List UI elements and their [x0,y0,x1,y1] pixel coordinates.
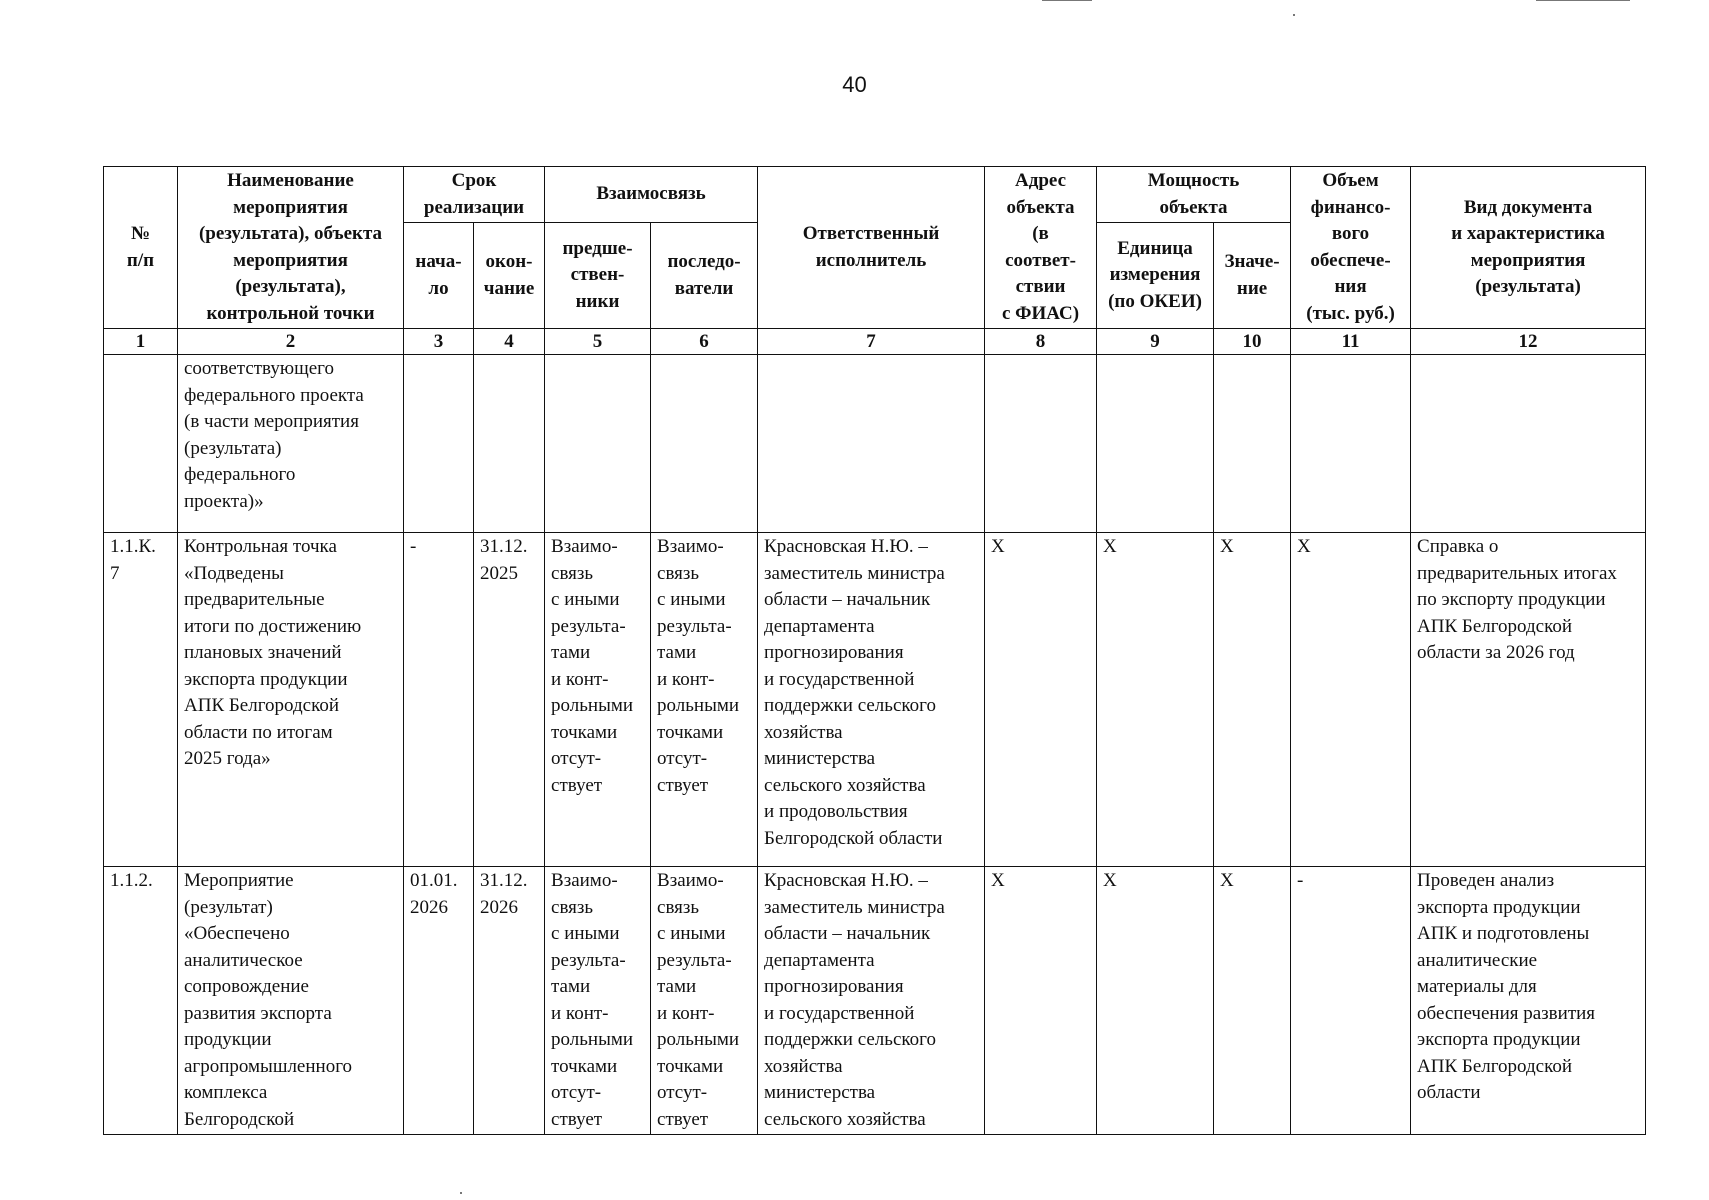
header-term-end: окон- чание [474,223,545,329]
row-doc: Справка о предварительных итогах по экспорту продукции АПК Белгородской области за 2026 год [1411,533,1646,867]
header-capacity-value: Значе- ние [1214,223,1291,329]
scan-mark [1293,14,1295,16]
row-end: 31.12. 2025 [474,533,545,867]
activities-table [103,166,1646,1135]
row-finance [1291,355,1411,533]
row-unit [1097,355,1214,533]
column-number: 8 [985,329,1097,355]
row-prev: Взаимо- связь с иными результа- тами и конт- рольными точками отсут- ствует [545,867,651,1135]
header-responsible: Ответственный исполнитель [758,167,985,329]
row-doc: Проведен анализ экспорта продукции АПК и подготовлены аналитические материалы для обеспечения развития экспорта продукции АПК Белгородской области [1411,867,1646,1135]
column-number: 11 [1291,329,1411,355]
row-unit: X [1097,533,1214,867]
row-doc [1411,355,1646,533]
row-value: X [1214,867,1291,1135]
column-number: 10 [1214,329,1291,355]
row-value: X [1214,533,1291,867]
row-name: Мероприятие (результат) «Обеспечено аналитическое сопровождение развития экспорта продукции агропромышленного комплекса Белгородской [178,867,404,1135]
row-name: Контрольная точка «Подведены предварительные итоги по достижению плановых значений экспорта продукции АПК Белгородской области по итогам 2025 года» [178,533,404,867]
header-term: Срок реализации [404,167,545,223]
header-address: Адрес объекта (в соответ- ствии с ФИАС) [985,167,1097,329]
column-number: 2 [178,329,404,355]
row-num: 1.1.К. 7 [104,533,178,867]
row-address [985,355,1097,533]
column-number: 6 [651,329,758,355]
row-responsible: Красновская Н.Ю. – заместитель министра области – начальник департамента прогнозирования и государственной поддержки сельского хозяйства министерства сельского хозяйства и продовольствия Белгородской области [758,533,985,867]
header-link-next: последо- ватели [651,223,758,329]
row-num [104,355,178,533]
table-row [104,867,1646,1135]
column-number: 3 [404,329,474,355]
row-value [1214,355,1291,533]
scan-mark [460,1192,462,1194]
page-number: 40 [842,72,867,97]
row-next [651,355,758,533]
header-doc-type: Вид документа и характеристика мероприятия (результата) [1411,167,1646,329]
row-address: X [985,867,1097,1135]
header-capacity-unit: Единица измерения (по ОКЕИ) [1097,223,1214,329]
row-end [474,355,545,533]
row-start: 01.01. 2026 [404,867,474,1135]
header-link: Взаимосвязь [545,167,758,223]
column-number: 1 [104,329,178,355]
row-next: Взаимо- связь с иными результа- тами и конт- рольными точками отсут- ствует [651,533,758,867]
scan-mark [1536,0,1630,1]
column-number: 12 [1411,329,1646,355]
header-finance: Объем финансо- вого обеспече- ния (тыс. руб.) [1291,167,1411,329]
header-capacity: Мощность объекта [1097,167,1291,223]
row-finance: X [1291,533,1411,867]
header-num: № п/п [104,167,178,329]
column-number: 4 [474,329,545,355]
row-prev [545,355,651,533]
header-name: Наименование мероприятия (результата), объекта мероприятия (результата), контрольной точки [178,167,404,329]
header-link-prev: предше- ствен- ники [545,223,651,329]
scan-mark [1042,0,1092,1]
header-term-start: нача- ло [404,223,474,329]
row-address: X [985,533,1097,867]
row-start: - [404,533,474,867]
row-end: 31.12. 2026 [474,867,545,1135]
row-start [404,355,474,533]
row-next: Взаимо- связь с иными результа- тами и конт- рольными точками отсут- ствует [651,867,758,1135]
row-responsible [758,355,985,533]
row-num: 1.1.2. [104,867,178,1135]
row-prev: Взаимо- связь с иными результа- тами и конт- рольными точками отсут- ствует [545,533,651,867]
row-finance: - [1291,867,1411,1135]
column-number: 7 [758,329,985,355]
row-responsible: Красновская Н.Ю. – заместитель министра области – начальник департамента прогнозирования и государственной поддержки сельского хозяйства министерства сельского хозяйства [758,867,985,1135]
column-number: 5 [545,329,651,355]
table-row [104,533,1646,867]
column-number: 9 [1097,329,1214,355]
table-row [104,355,1646,533]
row-unit: X [1097,867,1214,1135]
row-name: соответствующего федерального проекта (в части мероприятия (результата) федерального проекта)» [178,355,404,533]
